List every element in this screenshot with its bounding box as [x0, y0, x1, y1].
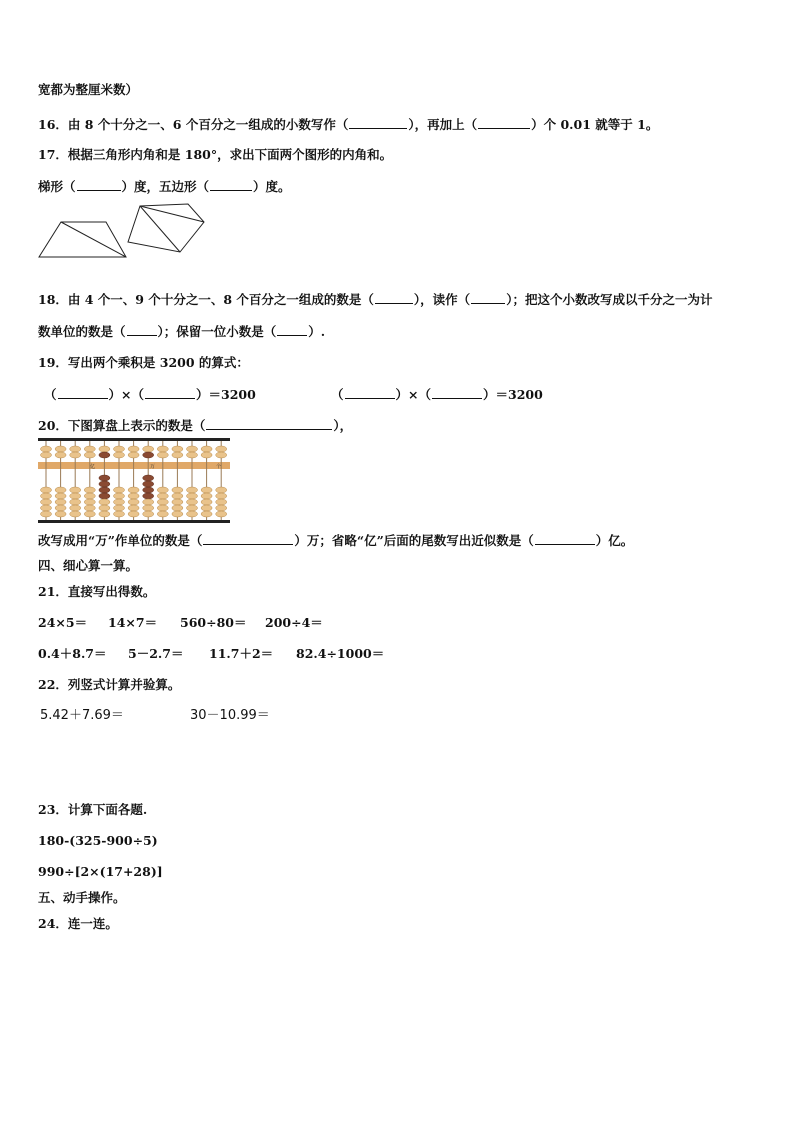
answer-blank[interactable]	[77, 178, 121, 191]
abacus-bead	[70, 452, 81, 458]
abacus-bead	[41, 487, 52, 493]
abacus-bead	[187, 452, 198, 458]
abacus-bead	[157, 505, 168, 511]
abacus-bead	[201, 452, 212, 458]
abacus-bead	[41, 452, 52, 458]
abacus-bead	[55, 505, 66, 511]
abacus-bead	[55, 511, 66, 517]
abacus-bead	[128, 446, 139, 452]
abacus-bead	[114, 452, 125, 458]
abacus-bead	[172, 499, 183, 505]
abacus-image	[38, 438, 230, 524]
abacus-bead	[157, 446, 168, 452]
abacus-bead	[172, 511, 183, 517]
question-17-answers: 梯形（ ）度，五边形（ ）度。	[38, 179, 291, 194]
abacus-bead	[70, 499, 81, 505]
question-number: 18．	[38, 292, 68, 307]
question-20-line-2: 改写成用“万”作单位的数是（ ）万；省略“亿”后面的尾数写出近似数是（ ）亿。	[38, 533, 634, 548]
calc-item: 5－2.7＝	[128, 646, 184, 661]
equation-2: （ ）×（ ）＝3200	[331, 387, 543, 402]
answer-blank[interactable]	[345, 386, 395, 399]
answer-blank[interactable]	[471, 291, 505, 304]
abacus-bead	[216, 452, 227, 458]
answer-blank[interactable]	[203, 532, 293, 545]
abacus-bead	[128, 487, 139, 493]
abacus-bead	[70, 446, 81, 452]
question-19: 19．写出两个乘积是 3200 的算式：	[38, 355, 249, 370]
abacus-bead	[172, 487, 183, 493]
abacus-bead	[99, 511, 110, 517]
abacus-bead	[172, 493, 183, 499]
abacus-bead	[216, 511, 227, 517]
question-number: 19．	[38, 355, 68, 370]
abacus-bead	[55, 487, 66, 493]
abacus-label-ge: 个	[216, 464, 222, 470]
abacus-bead	[70, 487, 81, 493]
abacus-bead	[172, 452, 183, 458]
question-22: 22．列竖式计算并验算。	[38, 677, 181, 692]
abacus-bead	[99, 505, 110, 511]
question-15-tail: 宽都为整厘米数）	[38, 82, 139, 97]
abacus-bead	[41, 499, 52, 505]
abacus-bead	[55, 452, 66, 458]
answer-blank[interactable]	[478, 116, 530, 129]
abacus-bead	[128, 493, 139, 499]
calc-item: 14×7＝	[108, 615, 158, 630]
abacus-bead	[216, 505, 227, 511]
abacus-bead	[84, 493, 95, 499]
abacus-bead	[172, 505, 183, 511]
abacus-bead	[128, 511, 139, 517]
abacus-bead	[216, 493, 227, 499]
abacus-bead	[114, 493, 125, 499]
abacus-bead	[201, 505, 212, 511]
answer-blank[interactable]	[277, 323, 307, 336]
abacus-bead	[128, 505, 139, 511]
pentagon-diagonals	[120, 202, 230, 254]
vertical-calc-expr: 30－10.99＝	[190, 708, 270, 723]
abacus-bead	[172, 446, 183, 452]
abacus-bead	[201, 499, 212, 505]
abacus-bead	[99, 452, 110, 458]
abacus-bead	[143, 475, 154, 481]
abacus-bead	[201, 493, 212, 499]
abacus-bead	[201, 511, 212, 517]
abacus-bead	[128, 452, 139, 458]
question-17: 17．根据三角形内角和是 180°，求出下面两个图形的内角和。	[38, 147, 393, 162]
abacus-bead	[84, 446, 95, 452]
abacus-bead	[157, 452, 168, 458]
calc-item: 82.4÷1000＝	[296, 646, 385, 661]
abacus-bead	[99, 499, 110, 505]
question-18-line-2: 数单位的数是（ ）；保留一位小数是（ ）.	[38, 324, 326, 339]
calc-item: 11.7＋2＝	[209, 646, 274, 661]
abacus-bead	[84, 505, 95, 511]
abacus-bead	[157, 499, 168, 505]
question-number: 23．	[38, 802, 68, 817]
answer-blank[interactable]	[206, 417, 332, 430]
calc-item: 560÷80＝	[180, 615, 247, 630]
vertical-calc-expr: 5.42＋7.69＝	[40, 708, 124, 723]
abacus-bead	[187, 511, 198, 517]
abacus-bead	[157, 487, 168, 493]
answer-blank[interactable]	[58, 386, 108, 399]
abacus-bead	[114, 511, 125, 517]
section-5-heading: 五、动手操作。	[38, 890, 126, 905]
abacus-bead	[157, 493, 168, 499]
abacus-bead	[187, 499, 198, 505]
abacus-bead	[201, 446, 212, 452]
abacus-bead	[99, 493, 110, 499]
abacus-bead	[70, 505, 81, 511]
calc-item: 24×5＝	[38, 615, 88, 630]
answer-blank[interactable]	[349, 116, 407, 129]
answer-blank[interactable]	[127, 323, 157, 336]
question-number: 22．	[38, 677, 68, 692]
calc-expression: 180-(325-900÷5)	[38, 833, 158, 848]
abacus-bead	[216, 487, 227, 493]
abacus-bead	[84, 499, 95, 505]
abacus-bead	[143, 505, 154, 511]
abacus-bead	[41, 446, 52, 452]
abacus-bead	[70, 511, 81, 517]
answer-blank[interactable]	[210, 178, 252, 191]
abacus-bead	[187, 505, 198, 511]
abacus-bead	[84, 511, 95, 517]
abacus-bead	[99, 446, 110, 452]
abacus-bead	[201, 487, 212, 493]
abacus-bead	[55, 493, 66, 499]
question-number: 24．	[38, 916, 68, 931]
question-number: 16．	[38, 117, 68, 132]
answer-blank[interactable]	[535, 532, 595, 545]
question-20: 20．下图算盘上表示的数是（ ），	[38, 418, 353, 433]
abacus-bead	[99, 475, 110, 481]
question-number: 20．	[38, 418, 68, 433]
question-23: 23．计算下面各题.	[38, 802, 148, 817]
abacus-bead	[41, 505, 52, 511]
question-18: 18．由 4 个一、9 个十分之一、8 个百分之一组成的数是（ ），读作（ ）；把这个小数改写成以千分之一为计	[38, 292, 713, 307]
abacus-bead	[187, 493, 198, 499]
equation-1: （ ）×（ ）＝3200	[44, 387, 256, 402]
abacus-label-yi: 亿	[90, 464, 96, 470]
abacus-bead	[187, 446, 198, 452]
calc-item: 200÷4＝	[265, 615, 323, 630]
abacus-bead	[216, 499, 227, 505]
section-4-heading: 四、细心算一算。	[38, 558, 139, 573]
abacus-bead	[143, 487, 154, 493]
abacus-bead	[41, 493, 52, 499]
abacus-bead	[216, 446, 227, 452]
answer-blank[interactable]	[145, 386, 195, 399]
abacus-bead	[41, 511, 52, 517]
abacus-bead	[143, 511, 154, 517]
abacus-bead	[157, 511, 168, 517]
question-number: 21．	[38, 584, 68, 599]
abacus-bead	[143, 452, 154, 458]
abacus-bead	[99, 487, 110, 493]
abacus-bead	[114, 446, 125, 452]
abacus-bead	[55, 499, 66, 505]
abacus-bead	[143, 481, 154, 487]
question-number: 17．	[38, 147, 68, 162]
calc-expression: 990÷[2×(17+28)]	[38, 864, 163, 879]
question-24: 24．连一连。	[38, 916, 118, 931]
abacus-bead	[99, 481, 110, 487]
answer-blank[interactable]	[432, 386, 482, 399]
abacus-bead	[55, 446, 66, 452]
question-21: 21．直接写出得数。	[38, 584, 156, 599]
abacus-bead	[84, 487, 95, 493]
abacus-bead	[114, 505, 125, 511]
answer-blank[interactable]	[375, 291, 413, 304]
abacus-bead	[114, 487, 125, 493]
abacus-bead	[187, 487, 198, 493]
abacus-bead	[143, 499, 154, 505]
abacus-label-wan: 万	[150, 464, 156, 470]
abacus-bead	[128, 499, 139, 505]
abacus-bead	[143, 493, 154, 499]
abacus-bead	[70, 493, 81, 499]
abacus-bead	[84, 452, 95, 458]
calc-item: 0.4＋8.7＝	[38, 646, 107, 661]
question-16: 16．由 8 个十分之一、6 个百分之一组成的小数写作（ ），再加上（ ）个 0.01 就等于 1。	[38, 117, 659, 132]
abacus-bead	[114, 499, 125, 505]
abacus-bead	[143, 446, 154, 452]
